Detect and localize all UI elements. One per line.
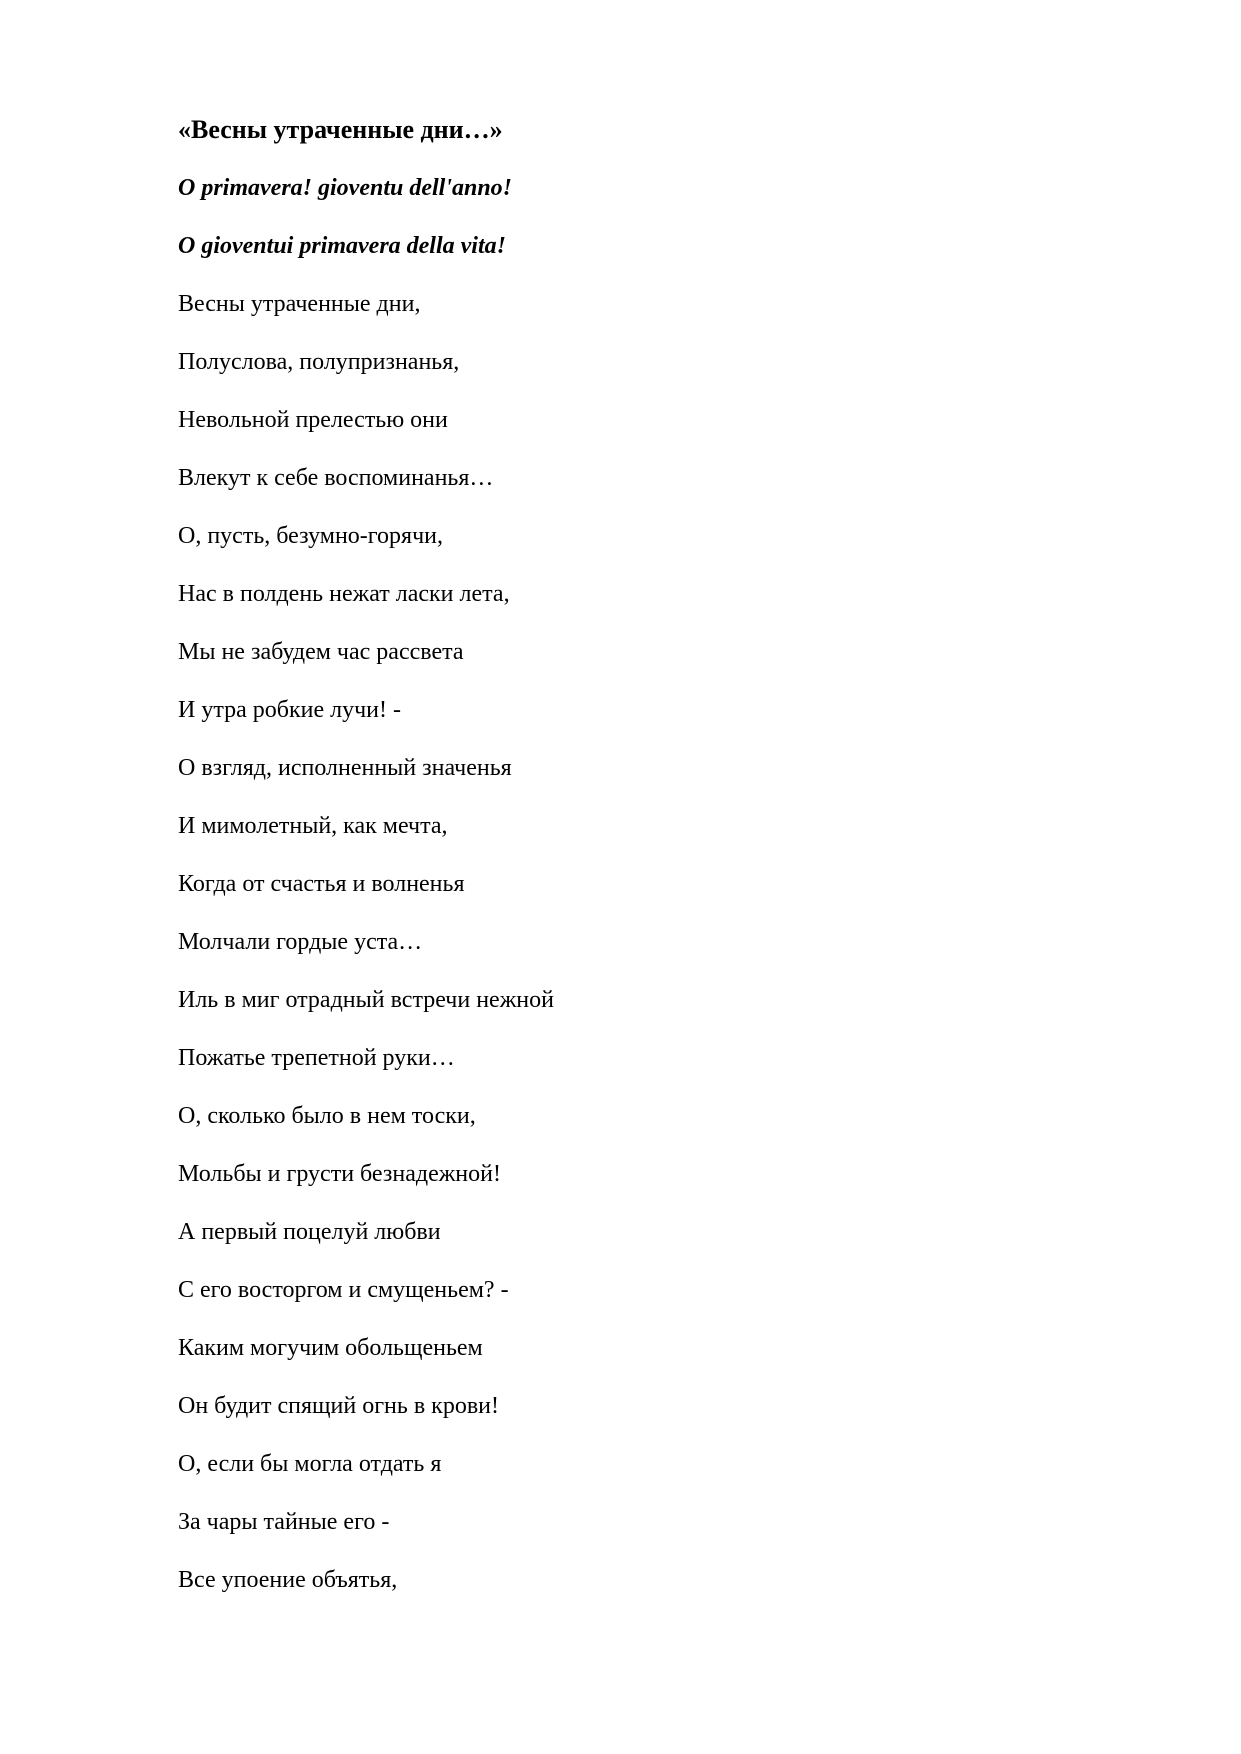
verse-line: За чары тайные его - <box>178 1509 390 1535</box>
verse-line: О, сколько было в нем тоски, <box>178 1103 476 1129</box>
epigraph-line: O primavera! gioventu dell'anno! <box>178 175 513 201</box>
verse-line: Мольбы и грусти безнадежной! <box>178 1161 501 1187</box>
verse-line: Пожатье трепетной руки… <box>178 1045 455 1071</box>
verse-line: О взгляд, исполненный значенья <box>178 755 512 781</box>
verse-line: И утра робкие лучи! - <box>178 697 402 723</box>
verse-line: Он будит спящий огнь в крови! <box>178 1393 499 1419</box>
verse-line: А первый поцелуй любви <box>178 1219 441 1245</box>
verse-line: Нас в полдень нежат ласки лета, <box>178 581 510 607</box>
poem-title: «Весны утраченные дни…» <box>178 115 503 144</box>
verse-line: Молчали гордые уста… <box>178 929 423 955</box>
verse-line: Весны утраченные дни, <box>178 291 421 317</box>
verse-line: Невольной прелестью они <box>178 407 448 433</box>
verse-line: Полуслова, полупризнанья, <box>178 349 460 375</box>
verse-line: Мы не забудем час рассвета <box>178 639 464 665</box>
verse-line: С его восторгом и смущеньем? - <box>178 1277 509 1303</box>
verse-line: Влекут к себе воспоминанья… <box>178 465 494 491</box>
poem <box>178 115 1078 1623</box>
verse <box>178 289 1078 1623</box>
verse-line: Каким могучим обольщеньем <box>178 1335 483 1361</box>
epigraph-line: O gioventui primavera della vita! <box>178 233 506 259</box>
verse-line: Когда от счастья и волненья <box>178 871 465 897</box>
verse-line: О, если бы могла отдать я <box>178 1451 442 1477</box>
verse-line: Иль в миг отрадный встречи нежной <box>178 987 554 1013</box>
verse-line: И мимолетный, как мечта, <box>178 813 448 839</box>
verse-line: О, пусть, безумно-горячи, <box>178 523 443 549</box>
verse-line: Все упоение объятья, <box>178 1567 398 1593</box>
